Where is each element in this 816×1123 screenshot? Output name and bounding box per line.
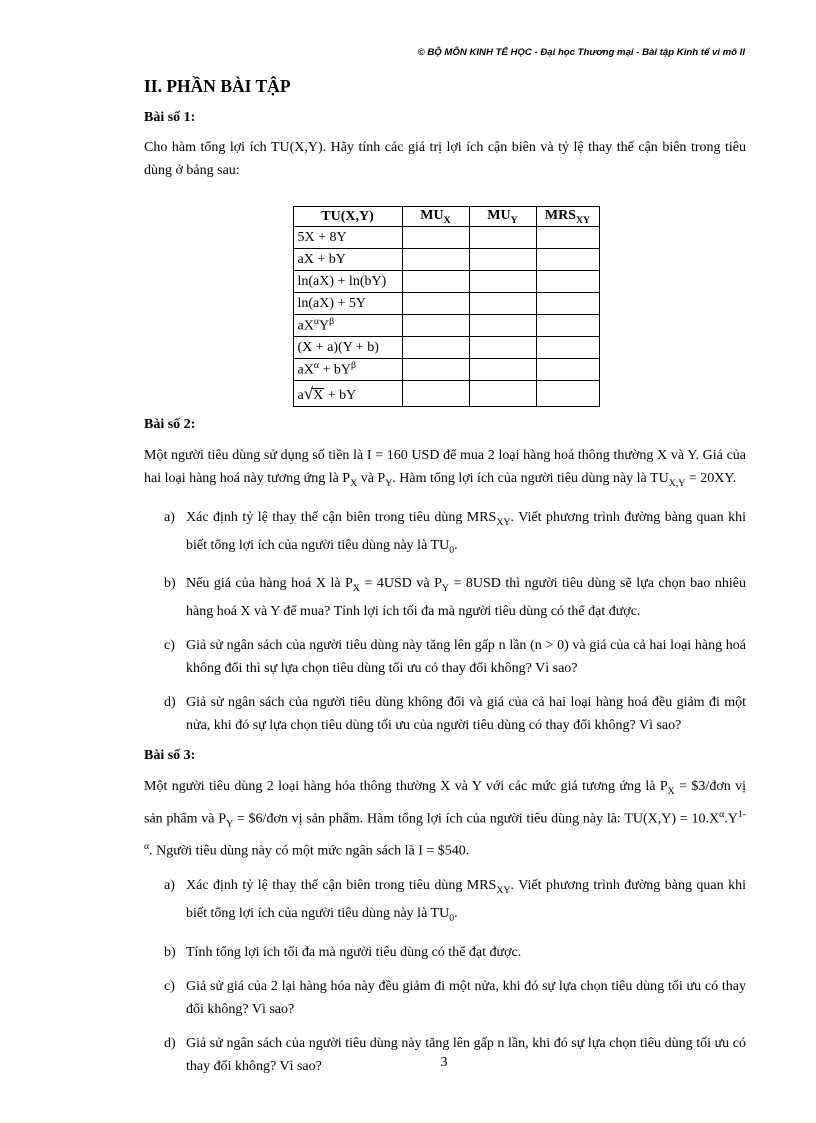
header-mrs: $MRS_{XY}$	[536, 207, 599, 227]
section-title: II. PHẦN BÀI TẬP	[144, 76, 291, 96]
list-item: c) Giả sử ngân sách của người tiêu dùng này tăng lên gấp n lần (n > 0) và giá của cả hai loại hàng hoá không đổi thì sự lựa chọn tiêu dùng tối ưu có thay đổi không? Vì sao?	[164, 638, 746, 677]
header-mux: $MU_X$	[402, 207, 469, 227]
utility-table	[293, 206, 600, 407]
list-item: a) Xác định tỷ lệ thay thế cận biên trong tiêu dùng $MRS_{XY}$. Viết phương trình đường bàng quan khi biết tổng lợi ích của người tiêu dùng này là $TU_0$.	[164, 509, 746, 556]
sqrt-symbol: √	[303, 383, 314, 403]
utility-table-wrapper	[144, 206, 746, 407]
page-number: 3	[440, 1055, 448, 1070]
table-row: ln(aX) + 5Y	[293, 293, 599, 315]
list-item: a) Xác định tỷ lệ thay thế cận biên trong tiêu dùng $MRS_{XY}$. Viết phương trình đường bàng quan khi biết tổng lợi ích của người tiêu dùng này là $TU_0$.	[164, 878, 746, 924]
table-row: 5X + 8Y	[293, 227, 599, 249]
table-row: $aX^\alpha Y^\beta$	[293, 315, 599, 337]
table-row: aX + bY	[293, 249, 599, 271]
list-item: d) Giả sử ngân sách của người tiêu dùng không đổi và giá của cả hai loại hàng hoá đều giảm đi một nửa, khi đó sự lựa chọn tiêu dùng tối ưu của người tiêu dùng có thay đổi không? Vì sao?	[164, 695, 746, 734]
exercise-3-questions	[144, 874, 746, 1078]
exercise-2-title: Bài số 2:	[144, 417, 196, 432]
table-row: $aX^\alpha + bY^\beta$	[293, 359, 599, 381]
list-item: c) Giả sử giá của 2 lại hàng hóa này đều giảm đi một nửa, khi đó sự lựa chọn tiêu dùng tối ưu có thay đổi không? Vì sao?	[164, 978, 746, 1017]
header-tu: TU(X,Y)	[293, 207, 402, 227]
table-header-row	[293, 207, 599, 227]
page-header: © BỘ MÔN KINH TẾ HỌC - Đại học Thương mại - Bài tập Kinh tế vi mô II	[417, 47, 745, 58]
exercise-1-intro: Cho hàm tổng lợi ích TU(X,Y). Hãy tính các giá trị lợi ích cận biên và tỷ lệ thay thế cận biên trong tiêu dùng ở bảng sau:	[144, 140, 746, 178]
exercise-1-title: Bài số 1:	[144, 110, 196, 125]
list-item: b) Nếu giá của hàng hoá X là $P_X = 4USD$ và $P_Y = 8USD$ thì người tiêu dùng sẽ lựa chọn bao nhiêu hàng hoá X và Y để mua? Tính lợi ích tối đa mà người tiêu dùng có thể đạt được.	[164, 576, 746, 620]
page-content	[144, 72, 746, 1089]
exercise-2-intro: Một người tiêu dùng sử dụng số tiền là I = 160 USD để mua 2 loại hàng hoá thông thường X và Y. Giá của hai loại hàng hoá này tương ứng là $P_X$ và $P_Y$. Hàm tổng lợi ích của người tiêu dùng này là $TU_{X,Y} = 20XY$.	[144, 448, 746, 489]
table-row: (X + a)(Y + b)	[293, 337, 599, 359]
list-item: d) Giả sử ngân sách của người tiêu dùng này tăng lên gấp n lần, khi đó sự lựa chọn tiêu dùng tối ưu có thay đổi không? Vì sao?	[164, 1035, 746, 1074]
table-row: a√X + bY	[293, 381, 599, 407]
list-item: b) Tính tổng lợi ích tối đa mà người tiêu dùng có thể đạt được.	[164, 944, 522, 960]
table-row: ln(aX) + ln(bY)	[293, 271, 599, 293]
exercise-2-questions	[144, 506, 746, 737]
exercise-3-intro: Một người tiêu dùng 2 loại hàng hóa thông thường X và Y với các mức giá tương ứng là $P_X$ = $3/đơn vị sản phẩm và $P_Y$ = $6/đơn vị sản phẩm. Hàm tổng lợi ích của người tiêu dùng này là: $TU(X,Y) = 10.X^\alpha.Y^{1-\alpha}$. Người tiêu dùng này có một mức ngân sách là I = $540.	[144, 779, 747, 860]
exercise-3-title: Bài số 3:	[144, 748, 196, 764]
header-muy: $MU_Y$	[469, 207, 536, 227]
